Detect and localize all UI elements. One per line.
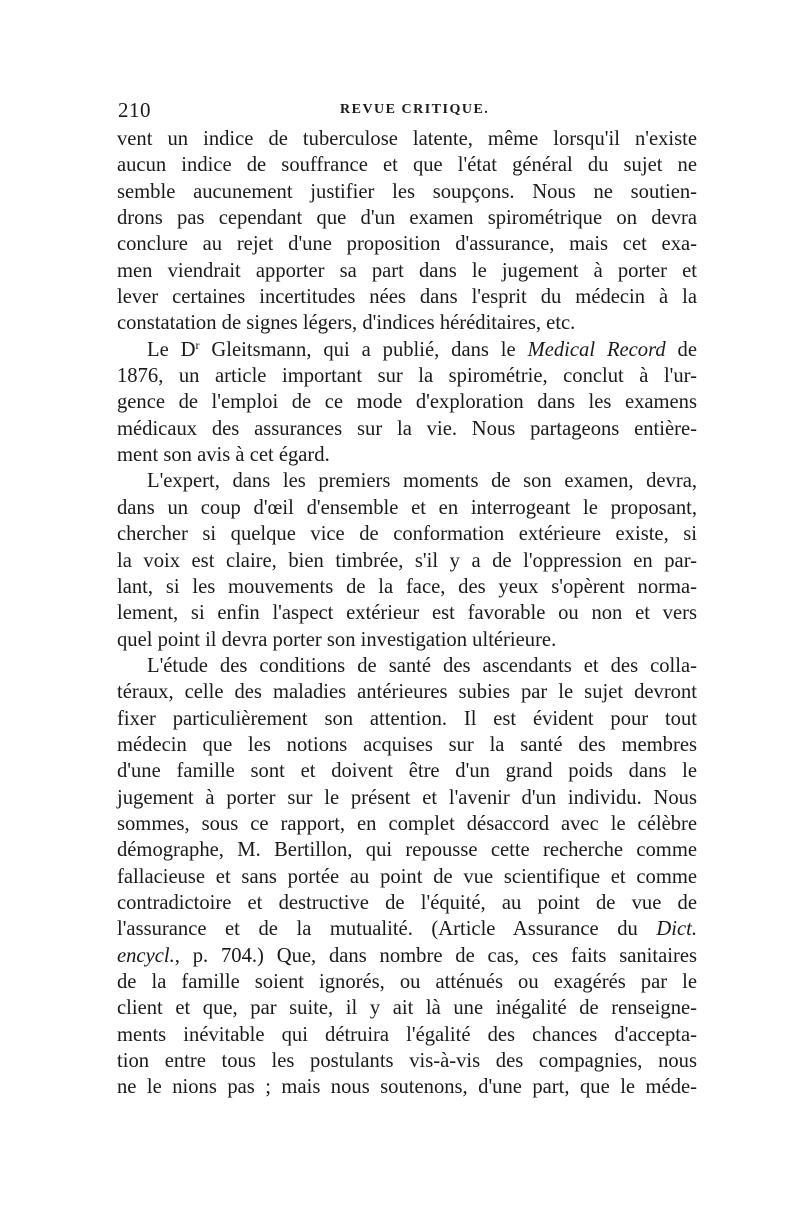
text-line bbox=[117, 943, 697, 969]
text-line: médecin que les notions acquises sur la santé des membres bbox=[117, 733, 697, 756]
superscript: r bbox=[195, 337, 200, 352]
citation-italic: encycl. bbox=[117, 944, 175, 967]
text-line: sommes, sous ce rapport, en complet désaccord avec le célèbre bbox=[117, 812, 697, 835]
text-line: démographe, M. Bertillon, qui repousse cette recherche comme bbox=[117, 839, 697, 862]
text-span: Le D bbox=[147, 338, 196, 361]
text-line: contradictoire et destructive de l'équité, au point de vue de bbox=[117, 891, 697, 914]
text-line: constatation de signes légers, d'indices héréditaires, etc. bbox=[117, 312, 576, 335]
text-span: de bbox=[665, 338, 697, 361]
text-line: L'étude des conditions de santé des ascendants et des colla- bbox=[147, 654, 697, 677]
text-line: aucun indice de souffrance et que l'état général du sujet ne bbox=[117, 154, 697, 177]
text-line: ment son avis à cet égard. bbox=[117, 444, 330, 467]
text-line bbox=[117, 337, 697, 363]
text-line: médicaux des assurances sur la vie. Nous partageons entière- bbox=[117, 417, 697, 440]
text-line: men viendrait apporter sa part dans le jugement à porter et bbox=[117, 259, 697, 282]
paragraph-3 bbox=[117, 468, 697, 652]
text-line: ments inévitable qui détruira l'égalité des chances d'accepta- bbox=[117, 1023, 697, 1046]
running-head bbox=[118, 98, 695, 122]
text-span: l'assurance et de la mutualité. (Article Assurance du bbox=[117, 918, 657, 941]
text-line: 1876, un article important sur la spirométrie, conclut à l'ur- bbox=[117, 365, 697, 388]
body-text bbox=[117, 126, 697, 1101]
text-line: chercher si quelque vice de conformation extérieure existe, si bbox=[117, 523, 697, 546]
text-line: la voix est claire, bien timbrée, s'il y a de l'oppression en par- bbox=[117, 549, 697, 572]
text-line: quel point il devra porter son investigation ultérieure. bbox=[117, 628, 557, 651]
text-line: L'expert, dans les premiers moments de son examen, devra, bbox=[147, 470, 697, 493]
text-line: fixer particulièrement son attention. Il est évident pour tout bbox=[117, 707, 697, 730]
text-line: gence de l'emploi de ce mode d'exploration dans les examens bbox=[117, 391, 697, 414]
text-line: lever certaines incertitudes nées dans l'esprit du médecin à la bbox=[117, 286, 697, 309]
text-line: d'une famille sont et doivent être d'un grand poids dans le bbox=[117, 760, 697, 783]
citation-italic: Dict. bbox=[656, 918, 697, 941]
text-line: drons pas cependant que d'un examen spirométrique on devra bbox=[117, 207, 697, 230]
paragraph-2 bbox=[117, 337, 697, 469]
text-line: jugement à porter sur le présent et l'avenir d'un individu. Nous bbox=[117, 786, 697, 809]
running-title: REVUE CRITIQUE. bbox=[340, 102, 490, 117]
text-line: de la famille soient ignorés, ou atténués ou exagérés par le bbox=[117, 971, 697, 993]
paragraph-1 bbox=[117, 126, 697, 337]
text-line: lement, si enfin l'aspect extérieur est favorable ou non et vers bbox=[117, 602, 697, 625]
text-line: téraux, celle des maladies antérieures subies par le sujet devront bbox=[117, 681, 697, 704]
text-line: vent un indice de tuberculose latente, même lorsqu'il n'existe bbox=[117, 128, 697, 150]
text-line: client et que, par suite, il y ait là une inégalité de renseigne- bbox=[117, 997, 697, 1020]
text-span: Gleitsmann, qui a publié, dans le bbox=[199, 338, 528, 361]
text-span: , p. 704.) Que, dans nombre de cas, ces faits sanitaires bbox=[174, 944, 697, 967]
text-line: semble aucunement justifier les soupçons. Nous ne soutien- bbox=[117, 180, 697, 203]
text-line: tion entre tous les postulants vis-à-vis des compagnies, nous bbox=[117, 1050, 697, 1073]
paragraph-4 bbox=[117, 653, 697, 1101]
text-line: dans un coup d'œil d'ensemble et en interrogeant le proposant, bbox=[117, 496, 697, 519]
text-line: fallacieuse et sans portée au point de vue scientifique et comme bbox=[117, 865, 697, 888]
page-number: 210 bbox=[118, 98, 151, 122]
text-line: ne le nions pas ; mais nous soutenons, d'une part, que le méde- bbox=[117, 1076, 697, 1099]
text-line: lant, si les mouvements de la face, des yeux s'opèrent norma- bbox=[117, 575, 697, 598]
text-line bbox=[117, 916, 697, 942]
text-line: conclure au rejet d'une proposition d'assurance, mais cet exa- bbox=[117, 233, 697, 256]
journal-title: Medical Record bbox=[527, 338, 666, 361]
